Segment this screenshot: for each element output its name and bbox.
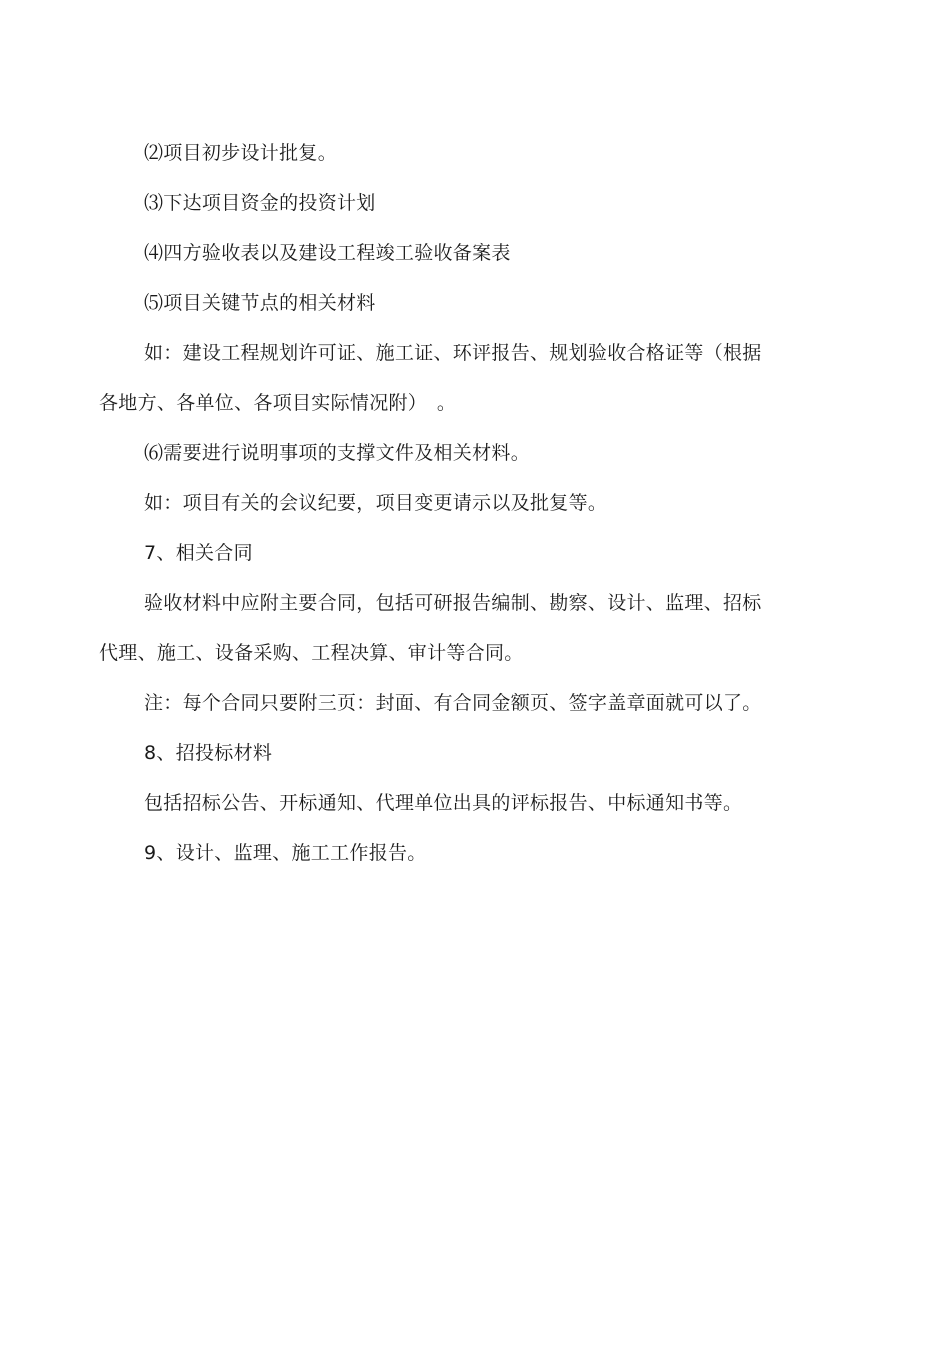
section-7-text-line-1: 验收材料中应附主要合同，包括可研报告编制、勘察、设计、监理、招标 — [144, 592, 762, 614]
section-8-text: 包括招标公告、开标通知、代理单位出具的评标报告、中标通知书等。 — [144, 792, 743, 814]
section-7-heading: 7、相关合同 — [144, 542, 253, 564]
section-8-heading: 8、招投标材料 — [144, 742, 273, 764]
item-3-investment-plan: ⑶下达项目资金的投资计划 — [144, 192, 376, 214]
item-5-example-line-1: 如：建设工程规划许可证、施工证、环评报告、规划验收合格证等（根据 — [144, 342, 762, 364]
item-2-preliminary-design-approval: ⑵项目初步设计批复。 — [144, 142, 338, 164]
item-6-supporting-documents: ⑹需要进行说明事项的支撑文件及相关材料。 — [144, 442, 531, 464]
document-body — [99, 128, 819, 878]
section-7-text-line-2: 代理、施工、设备采购、工程决算、审计等合同。 — [99, 642, 524, 664]
item-4-acceptance-forms: ⑷四方验收表以及建设工程竣工验收备案表 — [144, 242, 511, 264]
section-7-note: 注：每个合同只要附三页：封面、有合同金额页、签字盖章面就可以了。 — [144, 692, 762, 714]
item-5-key-node-materials: ⑸项目关键节点的相关材料 — [144, 292, 376, 314]
item-5-example-line-2: 各地方、各单位、各项目实际情况附） 。 — [99, 392, 457, 414]
item-6-example: 如：项目有关的会议纪要，项目变更请示以及批复等。 — [144, 492, 608, 514]
section-9-heading: 9、设计、监理、施工工作报告。 — [144, 842, 427, 864]
